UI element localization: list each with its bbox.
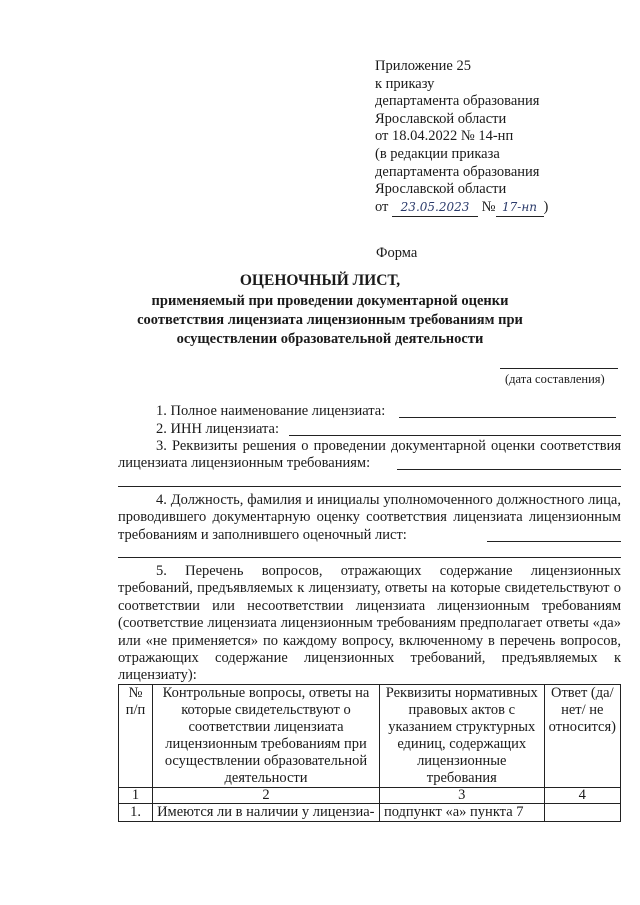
row-question: Имеются ли в наличии у лицензиа-: [153, 804, 380, 822]
row-answer-cell[interactable]: [544, 804, 620, 822]
handwritten-date: 23.05.2023: [392, 199, 478, 218]
item-official-label: 4. Должность, фамилия и инициалы уполномоченного должностного лица, проводившего документарную оценку соответствия лицензиата лицензионным требованиям и заполнившего оценочный лист:: [118, 492, 621, 543]
appendix-block: [375, 58, 548, 217]
document-title: ОЦЕНОЧНЫЙ ЛИСТ,: [239, 272, 401, 289]
appendix-line: Приложение 25: [375, 58, 471, 74]
header-references: Реквизиты нормативных правовых актов с указанием структурных единиц, содержащих лицензионные требования: [379, 685, 544, 788]
amendment-prefix: от: [375, 198, 389, 215]
assessment-table: [118, 684, 621, 822]
header-answer: Ответ (да/ нет/ не относится): [544, 685, 620, 788]
item-inn-label: 2. ИНН лицензиата:: [156, 421, 280, 437]
document-subtitle: применяемый при проведении документарной оценки соответствия лицензиата лицензионным требованиям при осуществлении образовательной деятельности: [137, 293, 523, 347]
appendix-line: от 18.04.2022 № 14-нп: [375, 128, 514, 145]
row-number: 1.: [119, 804, 153, 822]
appendix-line: департамента образования: [375, 163, 540, 180]
column-number: 4: [544, 788, 620, 804]
header-questions: Контрольные вопросы, ответы на которые свидетельствуют о соответствии лицензиата лицензионным требованиям при осуществлении образовательной деятельности: [153, 685, 380, 788]
form-label: Форма: [376, 245, 418, 261]
official-blank-1[interactable]: [487, 541, 621, 542]
header-number: № п/п: [119, 685, 153, 788]
handwritten-number: 17-нп: [496, 199, 544, 218]
row-reference: подпункт «а» пункта 7: [379, 804, 544, 822]
column-number: 3: [379, 788, 544, 804]
item-full-name-label: 1. Полное наименование лицензиата:: [156, 403, 386, 419]
appendix-line: департамента образования: [375, 93, 540, 110]
column-number: 2: [153, 788, 380, 804]
item-decision-label: 3. Реквизиты решения о проведении документарной оценки соответствия лицензиата лицензионным требованиям:: [118, 438, 621, 472]
table-column-numbers-row: [119, 788, 621, 804]
official-blank-2[interactable]: [118, 557, 621, 558]
table-header-row: [119, 685, 621, 788]
decision-blank-2[interactable]: [118, 486, 621, 487]
amendment-date-line: [375, 199, 548, 218]
appendix-line: Ярославской области: [375, 181, 507, 198]
table-row: [119, 804, 621, 822]
appendix-line: к приказу: [375, 75, 435, 92]
number-sign: №: [481, 198, 496, 215]
item-questions-intro: 5. Перечень вопросов, отражающих содержание лицензионных требований, предъявляемых к лицензиату, ответы на которые свидетельствуют о соответствии или несоответствии лицензиата лицензионным требованиям (соответствие лицензиата лицензионным требованиям предполагает ответы «да» или «не применяется» по каждому вопросу, включенному в перечень вопросов, отражающих содержание лицензионных требований, предъявляемых к лицензиату):: [118, 563, 621, 684]
appendix-line: (в редакции приказа: [375, 145, 500, 162]
decision-blank-1[interactable]: [397, 469, 621, 470]
full-name-blank[interactable]: [399, 417, 616, 418]
closing-paren: ): [543, 198, 549, 215]
appendix-line: Ярославской области: [375, 110, 507, 127]
date-caption: (дата составления): [505, 372, 605, 386]
date-signature-line: [500, 368, 618, 369]
inn-blank[interactable]: [289, 435, 621, 436]
column-number: 1: [119, 788, 153, 804]
